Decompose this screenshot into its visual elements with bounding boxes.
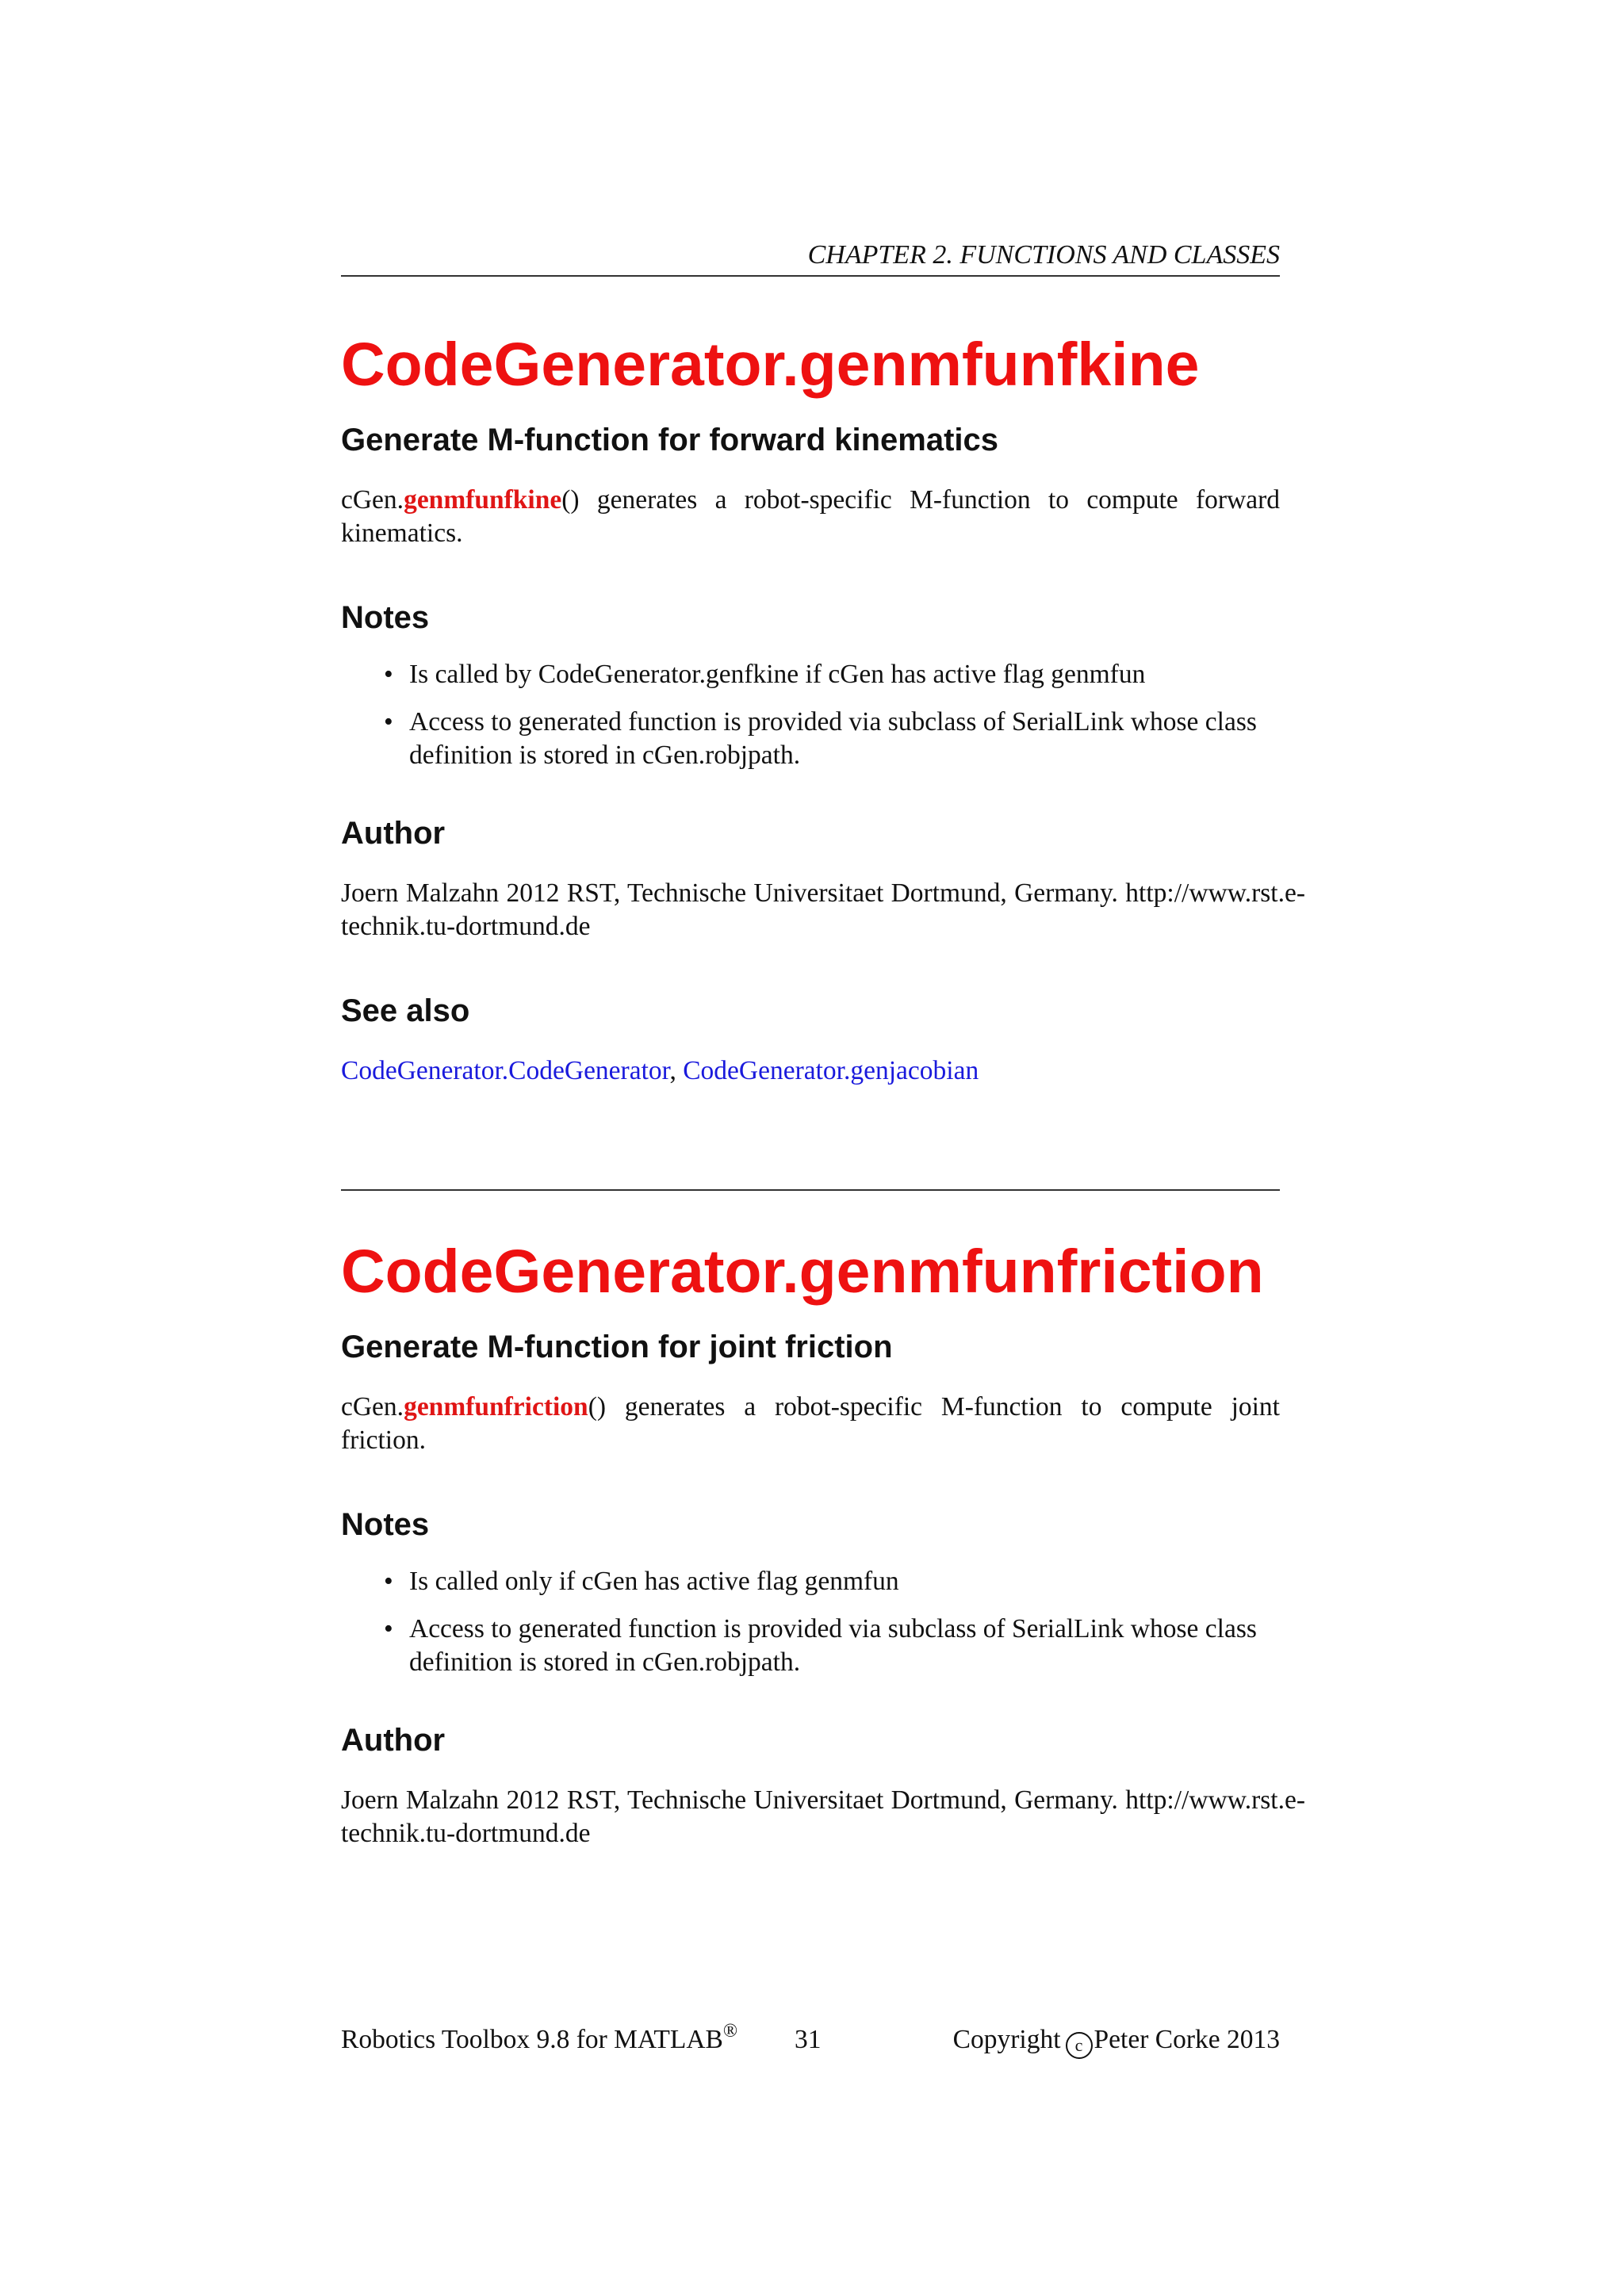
header-rule <box>341 275 1280 277</box>
copyright-owner: Peter Corke 2013 <box>1094 2025 1280 2054</box>
notes-heading: Notes <box>341 1507 430 1542</box>
bullet-icon: • <box>384 707 393 737</box>
section-genmfunfriction <box>341 1234 1305 1850</box>
notes-heading: Notes <box>341 600 430 635</box>
list-item <box>384 1565 1280 1598</box>
desc-prefix: cGen. <box>341 485 404 515</box>
link-codegenerator-codegenerator[interactable]: CodeGenerator.CodeGenerator <box>341 1056 670 1085</box>
footer-title: Robotics Toolbox 9.8 for MATLAB <box>341 2025 723 2054</box>
function-title: CodeGenerator.genmfunfkine <box>341 331 1200 399</box>
function-name-highlight: genmfunfriction <box>404 1392 588 1422</box>
desc-suffix: () generates a robot-specific M-function to compute joint friction. <box>341 1392 1280 1455</box>
footer-copyright <box>953 2023 1280 2059</box>
author-text: Joern Malzahn 2012 RST, Technische Universitaet Dortmund, Germany. http://www.rst.e-technik.tu-dortmund.de <box>341 1785 1305 1848</box>
bullet-icon: • <box>384 1567 393 1596</box>
bullet-icon: • <box>384 1614 393 1644</box>
author-heading: Author <box>341 1723 446 1758</box>
note-text: Is called by CodeGenerator.genfkine if cGen has active flag genmfun <box>409 660 1146 689</box>
function-title: CodeGenerator.genmfunfriction <box>341 1238 1264 1306</box>
page-footer <box>341 2023 1280 2063</box>
note-text: Is called only if cGen has active flag genmfun <box>409 1567 899 1596</box>
function-subtitle: Generate M-function for joint friction <box>341 1330 893 1364</box>
bullet-icon: • <box>384 660 393 689</box>
function-subtitle: Generate M-function for forward kinematics <box>341 423 999 457</box>
list-item <box>384 1613 1280 1679</box>
note-text: Access to generated function is provided via subclass of SerialLink whose class definition is stored in cGen.robjpath. <box>409 707 1257 770</box>
desc-suffix: () generates a robot-specific M-function to compute forward kinematics. <box>341 485 1280 548</box>
see-also-separator: , <box>669 1056 684 1085</box>
footer-left <box>341 2023 737 2057</box>
copyright-word: Copyright <box>952 2025 1061 2054</box>
author-text: Joern Malzahn 2012 RST, Technische Universitaet Dortmund, Germany. http://www.rst.e-technik.tu-dortmund.de <box>341 878 1305 941</box>
notes-list <box>341 658 1280 772</box>
copyright-icon: c <box>1066 2032 1093 2059</box>
notes-list <box>341 1565 1280 1679</box>
see-also-links <box>341 1054 1280 1088</box>
function-name-highlight: genmfunfkine <box>404 485 562 515</box>
registered-mark: ® <box>722 2021 738 2042</box>
section-genmfunfkine <box>341 327 1305 1088</box>
page-number: 31 <box>795 2025 822 2054</box>
list-item <box>384 658 1280 691</box>
document-page <box>341 0 1305 2296</box>
running-header: CHAPTER 2. FUNCTIONS AND CLASSES <box>807 240 1280 270</box>
author-heading: Author <box>341 816 446 851</box>
see-also-heading: See also <box>341 993 470 1028</box>
function-description <box>341 484 1280 550</box>
link-codegenerator-genjacobian[interactable]: CodeGenerator.genjacobian <box>683 1056 979 1085</box>
list-item <box>384 706 1280 772</box>
desc-prefix: cGen. <box>341 1392 404 1422</box>
function-description <box>341 1391 1280 1457</box>
section-divider <box>341 1189 1280 1191</box>
note-text: Access to generated function is provided via subclass of SerialLink whose class definition is stored in cGen.robjpath. <box>409 1614 1257 1677</box>
